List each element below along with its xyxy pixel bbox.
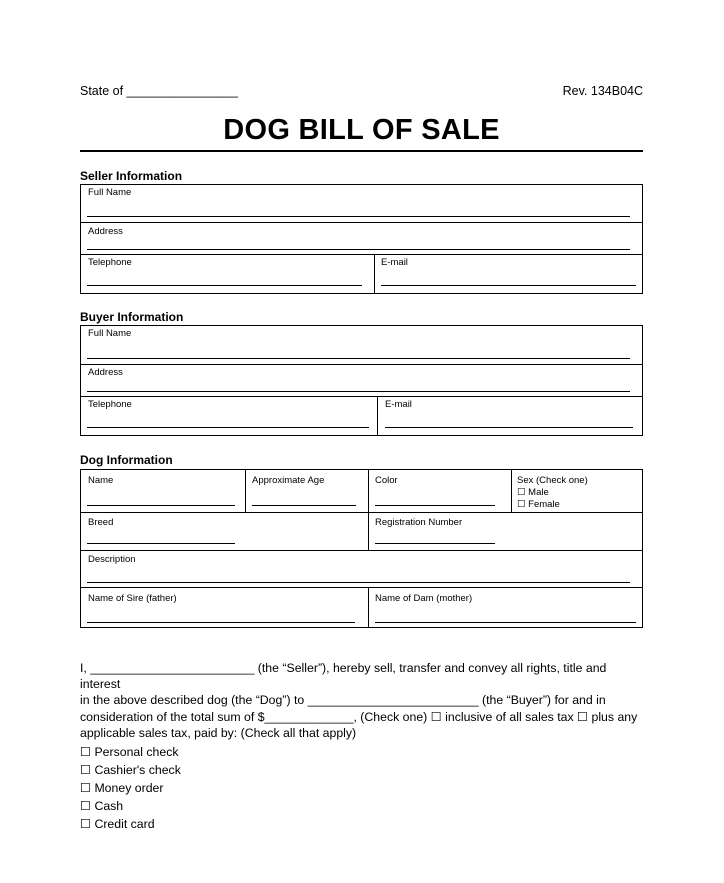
seller-email-label: E-mail [381, 257, 408, 268]
column-divider [511, 470, 512, 513]
buyer-info-box [80, 325, 643, 436]
dog-name-label: Name [88, 475, 114, 486]
row-divider [81, 587, 642, 588]
buyer-address-input[interactable] [87, 391, 630, 392]
dog-name-input[interactable] [87, 505, 235, 506]
dog-color-input[interactable] [375, 505, 495, 506]
seller-telephone-label: Telephone [88, 257, 132, 268]
agreement-line-4: applicable sales tax, paid by: (Check all that apply) [80, 725, 357, 740]
dog-registration-input[interactable] [375, 543, 495, 544]
buyer-section-title: Buyer Information [80, 310, 184, 324]
row-divider [81, 364, 642, 365]
column-divider [368, 587, 369, 627]
column-divider [377, 396, 378, 435]
dog-dam-label: Name of Dam (mother) [375, 593, 473, 604]
agreement-line-1[interactable]: I, ________________________ (the “Seller”), hereby sell, transfer and convey all rights, title and interest [80, 661, 607, 692]
column-divider [368, 470, 369, 551]
column-divider [374, 254, 375, 293]
buyer-full-name-label: Full Name [88, 328, 132, 339]
dog-description-label: Description [88, 554, 136, 565]
dog-sire-input[interactable] [87, 622, 355, 623]
dog-section-title: Dog Information [80, 453, 173, 467]
dog-sex-label: Sex (Check one) [517, 475, 588, 486]
agreement-line-2[interactable]: in the above described dog (the “Dog”) to _________________________ (the “Buyer”) for and in [80, 693, 606, 708]
payment-money-order[interactable]: ☐ Money order [80, 781, 164, 795]
buyer-telephone-label: Telephone [88, 399, 132, 410]
dog-age-label: Approximate Age [252, 475, 325, 486]
buyer-full-name-input[interactable] [87, 358, 630, 359]
buyer-email-input[interactable] [385, 427, 633, 428]
state-of-field[interactable]: State of ________________ [80, 84, 238, 98]
dog-registration-label: Registration Number [375, 517, 463, 528]
seller-info-box [80, 184, 643, 294]
dog-sire-label: Name of Sire (father) [88, 593, 177, 604]
row-divider [81, 512, 642, 513]
seller-telephone-input[interactable] [87, 285, 362, 286]
column-divider [245, 470, 246, 513]
payment-credit-card[interactable]: ☐ Credit card [80, 817, 155, 831]
dog-breed-input[interactable] [87, 543, 235, 544]
dog-age-input[interactable] [252, 505, 356, 506]
payment-cash[interactable]: ☐ Cash [80, 799, 124, 813]
dog-description-input[interactable] [87, 582, 630, 583]
buyer-address-label: Address [88, 367, 123, 378]
buyer-telephone-input[interactable] [87, 427, 369, 428]
seller-full-name-input[interactable] [87, 216, 630, 217]
seller-full-name-label: Full Name [88, 187, 132, 198]
dog-breed-label: Breed [88, 517, 114, 528]
seller-address-label: Address [88, 226, 123, 237]
dog-info-box [80, 469, 643, 628]
seller-address-input[interactable] [87, 249, 630, 250]
row-divider [81, 254, 642, 255]
sex-male-checkbox[interactable]: ☐ Male [517, 487, 549, 498]
sex-female-checkbox[interactable]: ☐ Female [517, 499, 560, 510]
row-divider [81, 550, 642, 551]
payment-cashiers-check[interactable]: ☐ Cashier's check [80, 763, 181, 777]
payment-personal-check[interactable]: ☐ Personal check [80, 745, 179, 759]
row-divider [81, 222, 642, 223]
seller-section-title: Seller Information [80, 169, 183, 183]
row-divider [81, 396, 642, 397]
sale-agreement-paragraph [80, 660, 646, 741]
page-title: DOG BILL OF SALE [223, 114, 500, 146]
dog-color-label: Color [375, 475, 398, 486]
revision-number: Rev. 134B04C [562, 84, 643, 98]
buyer-email-label: E-mail [385, 399, 412, 410]
seller-email-input[interactable] [381, 285, 636, 286]
title-divider [80, 150, 643, 152]
dog-dam-input[interactable] [375, 622, 636, 623]
agreement-line-3[interactable]: consideration of the total sum of $_____________, (Check one) ☐ inclusive of all sales tax ☐ plus any [80, 709, 638, 724]
